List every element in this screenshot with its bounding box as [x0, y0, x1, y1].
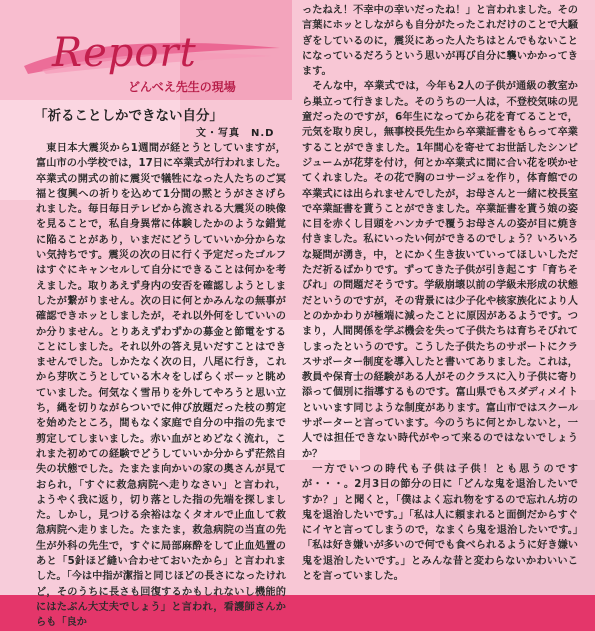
- paragraph: ったねえ！不幸中の幸いだったね！」と言われました。その言葉にホッとしながらも自分がたったこれだけのことで大騒ぎをしているのに，震災にあった人たちはとんでもないことになっているだろうという思いが再び自分に襲いかかってきます。: [302, 5, 578, 78]
- article-body-left: [36, 141, 286, 629]
- paragraph: 東日本大震災から1週間が経とうとしていますが，富山市の小学校では，17日に卒業式が行われました。卒業式の開式の前に震災で犠牲になった人たちのご冥福と復興への祈りを込めて1分間の黙とうがささげられました。毎日毎日テレビから流される大震災の映像を見ることで，私自身異常に体験したかのような錯覚に陥ることがあり，いまだにどうしていいか分からない気持ちです。震災の次の日に行く予定だったゴルフはすぐにキャンセルして自分にできることは何かを考えました。取りあえず身内の安否を確認しようとしましたが繋がりません。次の日に何とかみんなの無事が確認できホッとしましたが，それ以外何をしていいのか分りません。とりあえずわずかの募金と節電をすることにしました。それ以外の答え見いだすことはできませんでした。しかたなく次の日，八尾に行き，これから芽吹こうとしている木々をしばらくボーッと眺めていました。何気なく雪吊りを外してやろうと思い立ち，縄を切りながらついでに伸び放題だった枝の剪定を始めたところ，間もなく家庭で自分の中指の先まで剪定してしまいました。赤い血がとめどなく流れ，これまた初めての経験でどうしていいか分からず茫然自失の状態でした。たまたま向かいの家の奥さんが見ておられ，「すぐに救急病院へ走りなさい」と言われ，ようやく我に返り，切り落とした指の先端を探しました。しかし，見つける余裕はなくタオルで止血して救急病院へ走りました。たまたま，救急病院の当直の先生が外科の先生で，すぐに局部麻酔をして止血処置のあと「5針ほど縫い合わせておいたから」と言われました。「今は中指が潔指と同じほどの長さになったけれど，そのうちに長さも回復するかもしれないし機能的にはたぶん大丈夫でしょう」と言われ，看護師さんからも「良か: [36, 143, 286, 629]
- paragraph: 一方でいつの時代も子供は子供！とも思うのですが・・・。2月3日の節分の日に「どんな鬼を退治したいですか？」と聞くと，「僕はよく忘れ物をするので忘れん坊の鬼を退治したいです。」「私は人に頼まれると面倒だからすぐにイヤと言ってしまうので，なまくら鬼を退治したいです。」「私は好き嫌いが多いので何でも食べられるように好き嫌い鬼を退治したいです。」とみんな昔と変わらないかわいいことを言っていました。: [302, 463, 578, 582]
- report-logo: Report: [52, 30, 197, 76]
- paragraph: そんな中，卒業式では，今年も2人の子供が通級の教室から巣立って行きました。そのうちの一人は，不登校気味の児童だったのですが，6年生になってから花を育てることで，元気を取り戻し，無事校長先生から卒業証書をもらって卒業することができました。1年間心を寄せてお世話したシンビジュームが花芽を付け，何とか卒業式に間に合い花を咲かせてくれました。その花で胸のコサージュを作り，体育館での卒業式には出られませんでしたが，お母さんと一緒に校長室で卒業証書を貰うことができました。卒業証書を貰う娘の姿に目を赤くし目頭をハンカチで覆うお母さんの姿が目に焼き付きました。私にいったい何ができるのでしょう？いろいろな疑問が湧き，中，とにかく生き抜いていってほしいしただただ祈るばかりです。ずってきた子供が引き起こす「育ちそびれ」の問題だそうです。学級崩壊以前の学級未形成の状態だというのですが，その背景には少子化や核家族化により人とのかかわりが極端に減ったことに原因があるようです。つまり，人間関係を学ぶ機会を失って子供たちは育ちそびれてしまったというのです。こうした子供たちのサポートにクラスサポーター制度を導入したと書いてありました。これは，教員や保育士の経験がある人がそのクラスに入り子供に寄り添って個別に指導するものです。富山県でもスダディメイトといいます同じような制度があります。富山市ではスクールサポーターと言っています。今のうちに何とかしないと，一人では担任できない時代がやって来るのではないでしょうか？: [302, 81, 578, 460]
- article-byline: 文・写真 N.D: [196, 128, 275, 139]
- article-title: 「祈ることしかできない自分」: [34, 108, 223, 124]
- article-body-right: [302, 3, 578, 595]
- series-subtitle: どんべえ先生の現場: [128, 80, 236, 94]
